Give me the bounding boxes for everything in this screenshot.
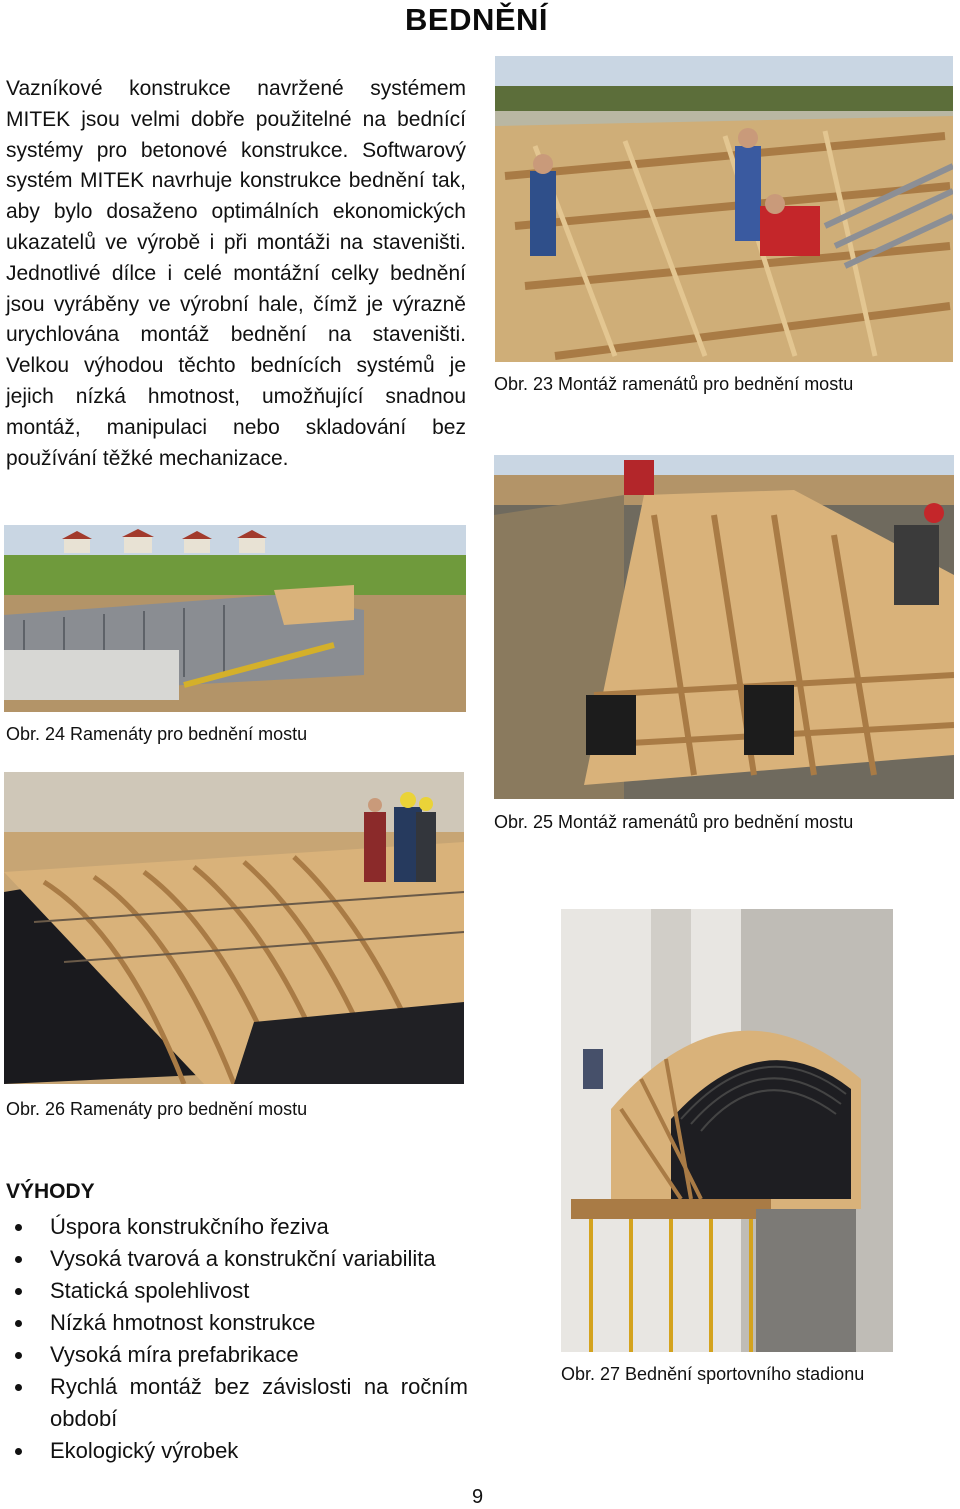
bullet-icon <box>15 1352 22 1359</box>
figure-27-photo <box>561 909 893 1352</box>
bullet-icon <box>15 1224 22 1231</box>
list-item: Nízká hmotnost konstrukce <box>6 1307 468 1339</box>
page-title: BEDNĚNÍ <box>405 2 549 37</box>
bullet-icon <box>15 1448 22 1455</box>
figure-25-photo <box>494 455 954 799</box>
figure-23-photo <box>495 56 953 362</box>
list-item: Úspora konstrukčního řeziva <box>6 1211 468 1243</box>
list-item: Statická spolehlivost <box>6 1275 468 1307</box>
figure-26-caption: Obr. 26 Ramenáty pro bednění mostu <box>6 1099 308 1119</box>
intro-paragraph: Vazníkové konstrukce navržené systémem MITEK jsou velmi dobře použitelné na bednící systémy pro betonové konstrukce. Softwarový systém MITEK navrhuje konstrukce bednění tak, aby bylo dosaženo optimálních ekonomických ukazatelů ve výrobě i při montáži na staveništi. Jednotlivé dílce i celé montážní celky bednění jsou vyráběny ve výrobní hale, čímž je výrazně urychlována montáž bednění na staveništi. Velkou výhodou těchto bednících systémů je jejich nízká hmotnost, umožňující snadnou montáž, manipulaci nebo skladování bez používání těžké mechanizace. <box>6 77 466 470</box>
list-item: Vysoká tvarová a konstrukční variabilita <box>6 1243 468 1275</box>
list-item: Rychlá montáž bez závislosti na ročním období <box>6 1371 468 1435</box>
bullet-icon <box>15 1320 22 1327</box>
list-item: Ekologický výrobek <box>6 1435 468 1467</box>
bullet-icon <box>15 1288 22 1295</box>
bullet-icon <box>15 1256 22 1263</box>
advantages-heading: VÝHODY <box>6 1180 95 1203</box>
figure-26-photo <box>4 772 464 1084</box>
figure-27-caption: Obr. 27 Bednění sportovního stadionu <box>561 1364 865 1384</box>
page-number: 9 <box>472 1486 484 1508</box>
figure-24-photo <box>4 525 466 712</box>
advantages-list <box>6 1211 468 1467</box>
figure-24-caption: Obr. 24 Ramenáty pro bednění mostu <box>6 724 308 744</box>
list-item: Vysoká míra prefabrikace <box>6 1339 468 1371</box>
bullet-icon <box>15 1384 22 1391</box>
figure-23-caption: Obr. 23 Montáž ramenátů pro bednění mostu <box>494 374 854 394</box>
figure-25-caption: Obr. 25 Montáž ramenátů pro bednění mostu <box>494 812 854 832</box>
